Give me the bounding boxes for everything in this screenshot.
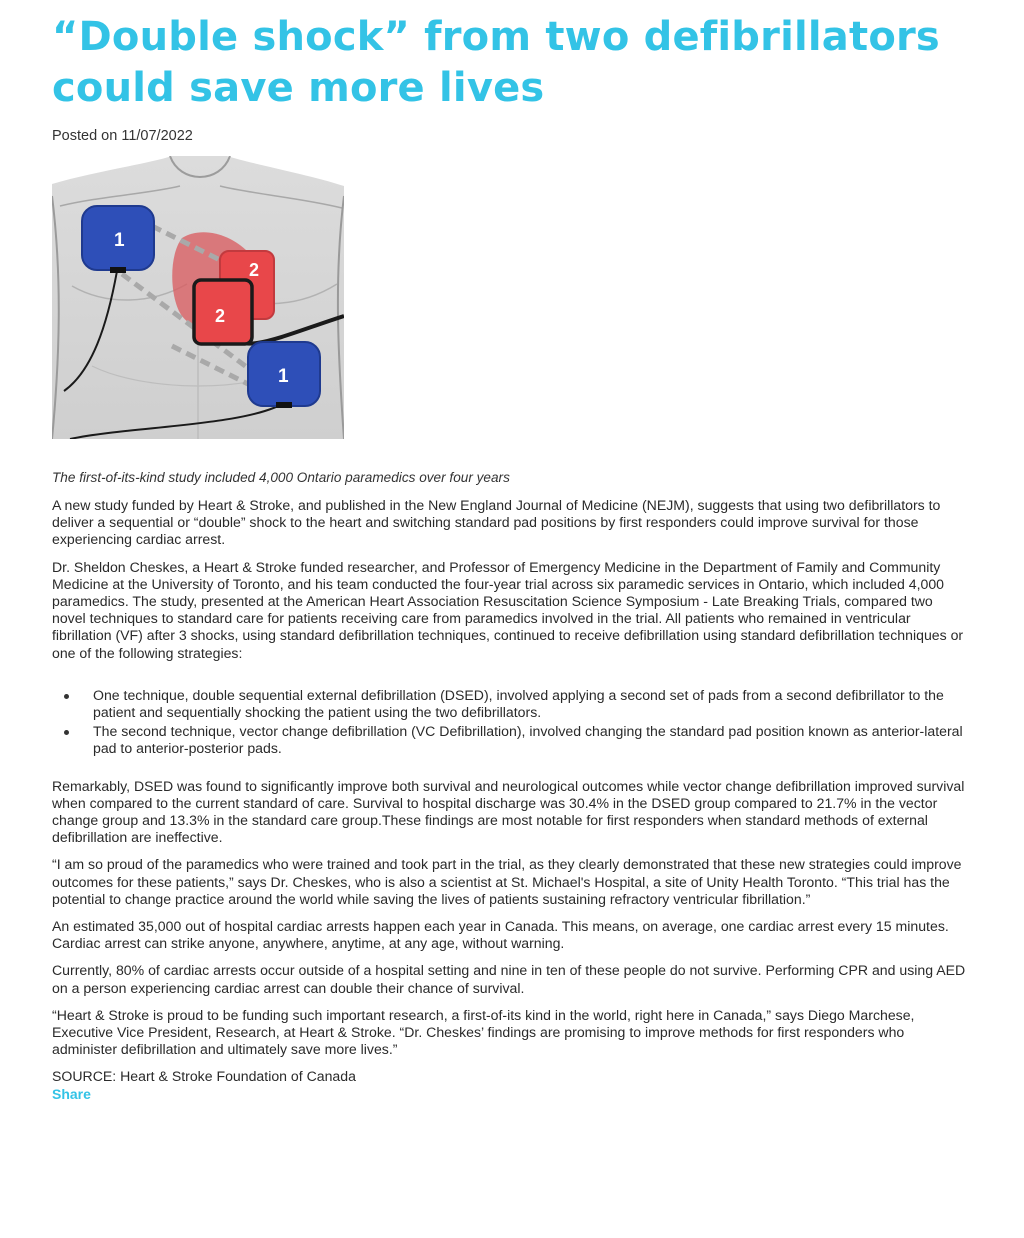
pad-1-bottom-label: 1 xyxy=(278,366,289,387)
paragraph-quote-marchese: “Heart & Stroke is proud to be funding such important research, a first-of-its kind in the world, right here in Canada,” says Diego Marchese, Executive Vice President, Research, at Heart & Stroke. “Dr. Cheskes’ findings are promising to improve methods for first responders who administer defibrillation and ultimately save more lives.” xyxy=(52,1006,915,1058)
list-item: One technique, double sequential external defibrillation (DSED), involved applying a second set of pads from a second defibrillator to the patient and sequentially shocking the patient using the two defibrillators. xyxy=(93,687,967,721)
defibrillator-pad-diagram xyxy=(52,156,344,439)
paragraph-study: Dr. Sheldon Cheskes, a Heart & Stroke funded researcher, and Professor of Emergency Medicine in the Department of Family and Community Medicine at the University of Toronto, and his team conducted the four-year trial across six paramedic services in Ontario, which included 4,000 paramedics. The study, presented at the American Heart Association Resuscitation Science Symposium - Late Breaking Trials, compared two novel techniques to standard care for patients receiving care from paramedics involved in the trial. All patients who remained in ventricular fibrillation (VF) after 3 shocks, using standard defibrillation techniques, continued to receive defibrillation using standard defibrillation techniques or one of the following strategies: xyxy=(52,558,964,661)
pad-2-front-label: 2 xyxy=(215,306,226,326)
paragraph-intro: A new study funded by Heart & Stroke, and published in the New England Journal of Medicine (NEJM), suggests that using two defibrillators to deliver a sequential or “double” shock to the heart and switching standard pad positions by first responders could improve survival for those experiencing cardiac arrest. xyxy=(52,497,941,548)
posted-date: Posted on 11/07/2022 xyxy=(52,128,193,144)
list-item: The second technique, vector change defibrillation (VC Defibrillation), involved changing the standard pad position known as anterior-lateral pad to anterior-posterior pads. xyxy=(93,723,967,757)
figure-caption: The first-of-its-kind study included 4,000 Ontario paramedics over four years xyxy=(52,470,510,485)
paragraph-cpr: Currently, 80% of cardiac arrests occur outside of a hospital setting and nine in ten of these people do not survive. Performing CPR and using AED on a person experiencing cardiac arrest can double their chance of survival. xyxy=(52,962,966,996)
article-figure xyxy=(52,156,344,439)
pad-1-top-label: 1 xyxy=(114,230,125,251)
pad-2-back-label: 2 xyxy=(249,260,260,280)
paragraph-statistics: An estimated 35,000 out of hospital cardiac arrests happen each year in Canada. This means, on average, one cardiac arrest every 15 minutes. Cardiac arrest can strike anyone, anywhere, anytime, at any age, without warning. xyxy=(52,918,949,952)
paragraph-quote-cheskes: “I am so proud of the paramedics who were trained and took part in the trial, as they clearly demonstrated that these new strategies could improve outcomes for these patients,” says Dr. Cheskes, who is also a scientist at St. Michael's Hospital, a site of Unity Health Toronto. “This trial has the potential to change practice around the world while saving the lives of patients sustaining refractory ventricular fibrillation.” xyxy=(52,856,962,907)
article-body xyxy=(52,497,967,1103)
strategy-list xyxy=(52,687,967,758)
source-line: SOURCE: Heart & Stroke Foundation of Canada xyxy=(52,1068,356,1085)
share-link[interactable]: Share xyxy=(52,1085,91,1102)
paragraph-results: Remarkably, DSED was found to significantly improve both survival and neurological outcomes while vector change defibrillation improved survival when compared to the current standard of care. Survival to hospital discharge was 30.4% in the DSED group compared to 21.7% in the vector change group and 13.3% in the standard care group.These findings are most notable for first responders when standard methods of external defibrillation are ineffective. xyxy=(52,777,965,846)
article-title: “Double shock” from two defibrillators could save more lives xyxy=(52,14,940,111)
